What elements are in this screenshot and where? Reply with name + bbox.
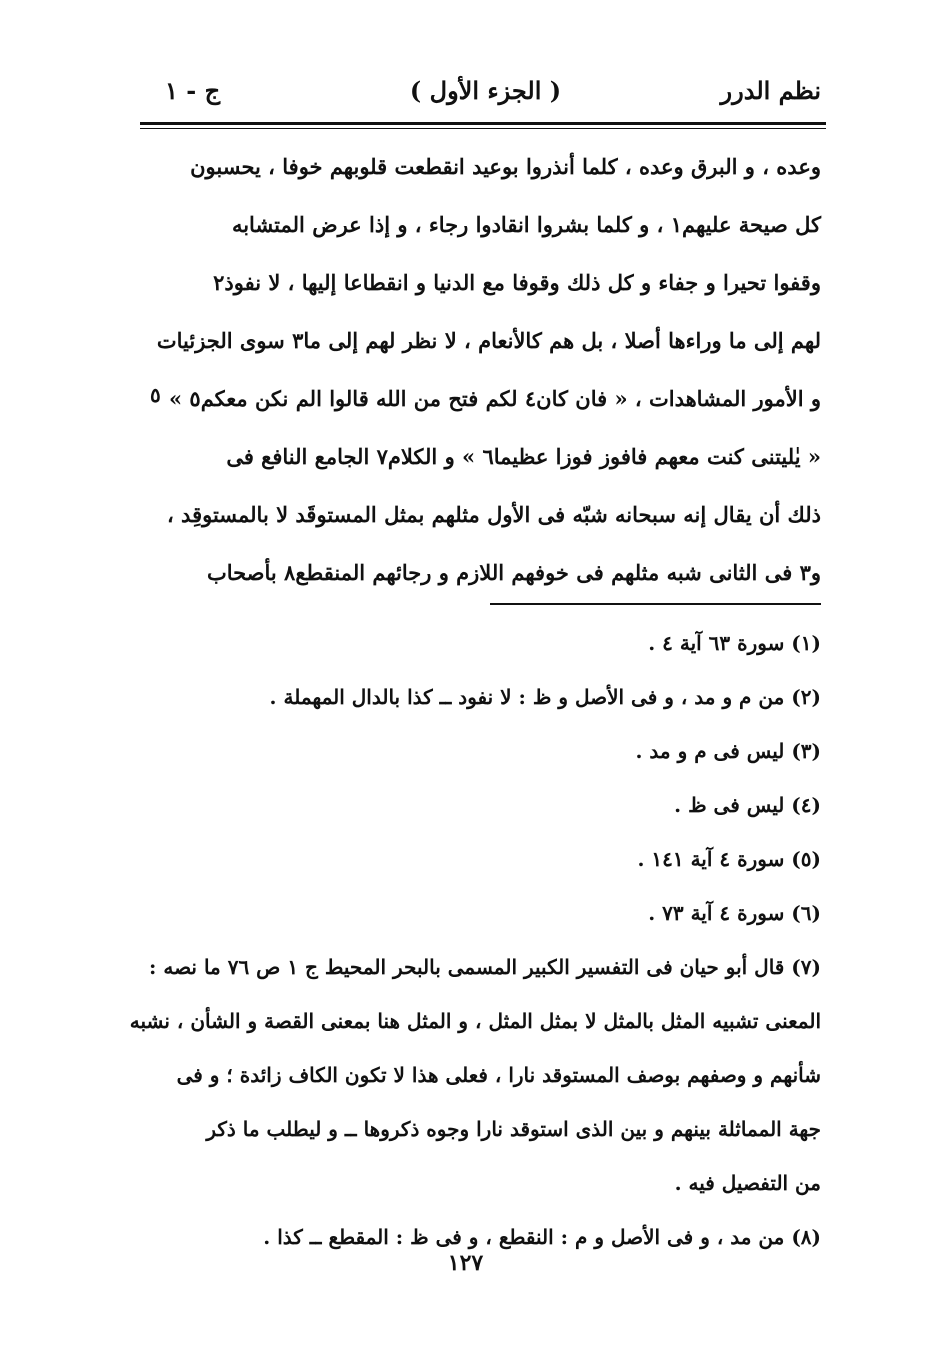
footnote-continuation: جهة المماثلة بينهم و بين الذى استوقد نارا وجوه ذكروها ــ و ليطلب ما ذكر: [206, 1117, 821, 1141]
header-rule-thick: [140, 122, 826, 125]
footnote: (٤) ليس فى ظ .: [674, 793, 821, 817]
page-number: ١٢٧: [447, 1250, 484, 1276]
footnotes: [129, 616, 821, 1264]
footnote-continuation: شأنهم و وصفهم بوصف المستوقد نارا ، فعلى هذا لا تكون الكاف زائدة ؛ و فى: [176, 1063, 821, 1087]
text-line: و الأمور المشاهدات ، « فان كان٤ لكم فتح من الله قالوا الم نكن معكم٥ »: [168, 386, 821, 411]
text-line: وعده ، و البرق وعده ، كلما أنذروا بوعيد انقطعت قلوبهم خوفا ، يحسبون: [190, 154, 821, 179]
book-title: نظم الدرر: [720, 76, 821, 105]
header-rule-thin: [140, 128, 826, 129]
footnote: (٦) سورة ٤ آية ٧٣ .: [648, 901, 821, 925]
footnote: (٢) من م و مد ، و فى الأصل و ظ : لا نفود ــ كذا بالدال المهملة .: [269, 685, 821, 709]
margin-line-number: ٥: [150, 383, 161, 407]
footnote: (٥) سورة ٤ آية ١٤١ .: [637, 847, 821, 871]
running-header: [150, 68, 821, 118]
footnote: (٨) من مد ، و فى الأصل و م : النقطع ، و فى ظ : المقطع ــ كذا .: [263, 1225, 821, 1249]
footnote-continuation: من التفصيل فيه .: [674, 1171, 821, 1195]
main-text: [156, 138, 821, 602]
text-line: كل صيحة عليهم١ ، و كلما بشروا انقادوا رجاء ، و إذا عرض المتشابه: [231, 212, 821, 237]
footnote-continuation: المعنى تشبيه المثل بالمثل لا بمثل المثل ، و المثل هنا بمعنى القصة و الشأن ، نشبه: [129, 1009, 821, 1033]
text-line: ذلك أن يقال إنه سبحانه شبّه فى الأول مثلهم بمثل المستوقَد لا بالمستوقِد ،: [166, 502, 821, 527]
text-line: و٣ فى الثانى شبه مثلهم فى خوفهم اللازم و رجائهم المنقطع٨ بأصحاب: [206, 560, 821, 585]
text-line: لهم إلى ما وراءها أصلا ، بل هم كالأنعام ، لا نظر لهم إلى ما٣ سوى الجزئيات: [156, 328, 821, 353]
volume-mark: ج - ١: [165, 76, 221, 105]
part-label: ( الجزء الأول ): [409, 76, 562, 105]
text-line: « يٰليتنى كنت معهم فافوز فوزا عظيما٦ » و الكلام٧ الجامع النافع فى: [226, 444, 821, 469]
footnote: (٧) قال أبو حيان فى التفسير الكبير المسمى بالبحر المحيط ج ١ ص ٧٦ ما نصه :: [149, 955, 821, 979]
text-line: وقفوا تحيرا و جفاء و كل ذلك وقوفا مع الدنيا و انقطاعا إليها ، لا نفوذ٢: [213, 270, 821, 295]
footnote: (١) سورة ٦٣ آية ٤ .: [648, 631, 821, 655]
footnote: (٣) ليس فى م و مد .: [635, 739, 821, 763]
footnote-separator: [490, 603, 821, 605]
